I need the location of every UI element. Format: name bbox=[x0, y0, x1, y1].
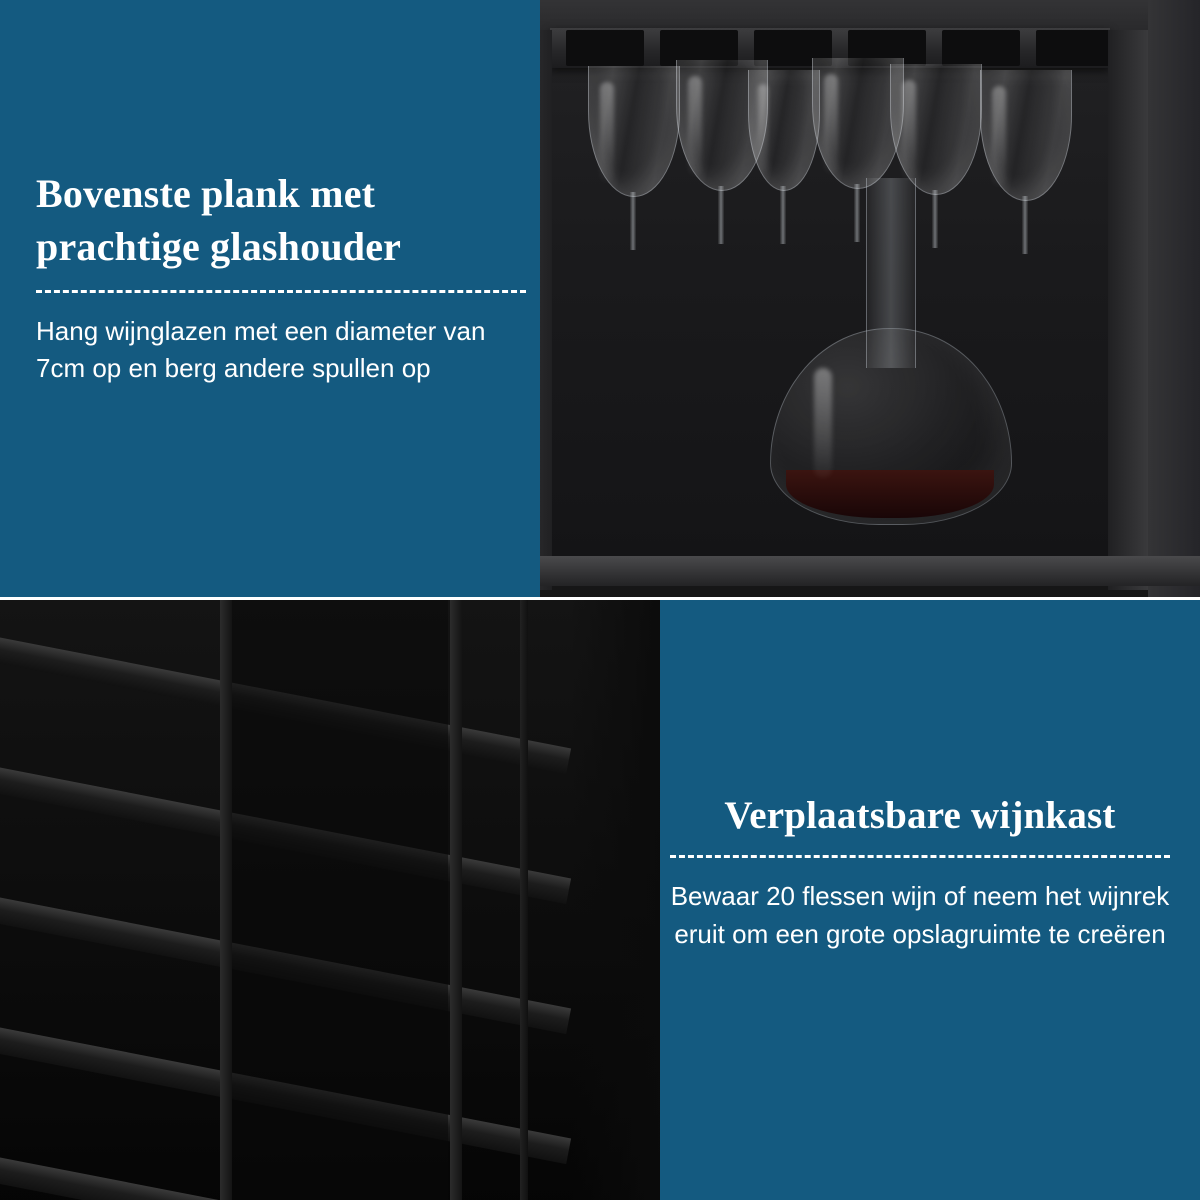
glass-holder-rail bbox=[550, 28, 1110, 68]
caption-top-divider bbox=[36, 290, 526, 293]
rail-slot bbox=[660, 30, 738, 66]
rack-divider bbox=[520, 600, 528, 1200]
caption-bottom-title: Verplaatsbare wijnkast bbox=[724, 794, 1116, 837]
photo-edge-fade bbox=[570, 600, 660, 1200]
cabinet-body bbox=[540, 0, 1200, 597]
cabinet-outer-right-panel bbox=[1148, 0, 1200, 597]
rail-slot bbox=[754, 30, 832, 66]
feature-panel-top bbox=[0, 0, 1200, 597]
product-photo-wine-rack bbox=[0, 600, 660, 1200]
caption-bottom-body: Bewaar 20 flessen wijn of neem het wijnrek eruit om een grote opslagruimte te creëren bbox=[670, 881, 1170, 949]
caption-bottom bbox=[670, 790, 1170, 953]
caption-top-body: Hang wijnglazen met een diameter van 7cm op en berg andere spullen op bbox=[36, 315, 486, 383]
product-photo-top-shelf bbox=[540, 0, 1200, 597]
rack-cell-shadow bbox=[232, 600, 448, 1200]
caption-top bbox=[36, 168, 526, 387]
rail-slot bbox=[566, 30, 644, 66]
rail-slot bbox=[1036, 30, 1114, 66]
feature-panel-bottom bbox=[0, 600, 1200, 1200]
rack-divider bbox=[450, 600, 462, 1200]
decanter-highlight bbox=[814, 368, 832, 478]
caption-top-title: Bovenste plank met prachtige glashouder bbox=[36, 171, 402, 269]
cabinet-left-wall bbox=[540, 30, 552, 590]
rail-slot bbox=[942, 30, 1020, 66]
cabinet-shelf-board bbox=[540, 556, 1200, 586]
cabinet-right-wall bbox=[1108, 30, 1148, 590]
wine-rack-grid bbox=[0, 600, 660, 1200]
rack-divider bbox=[220, 600, 232, 1200]
caption-bottom-divider bbox=[670, 855, 1170, 858]
wine-decanter bbox=[760, 178, 1020, 538]
rail-slot bbox=[848, 30, 926, 66]
